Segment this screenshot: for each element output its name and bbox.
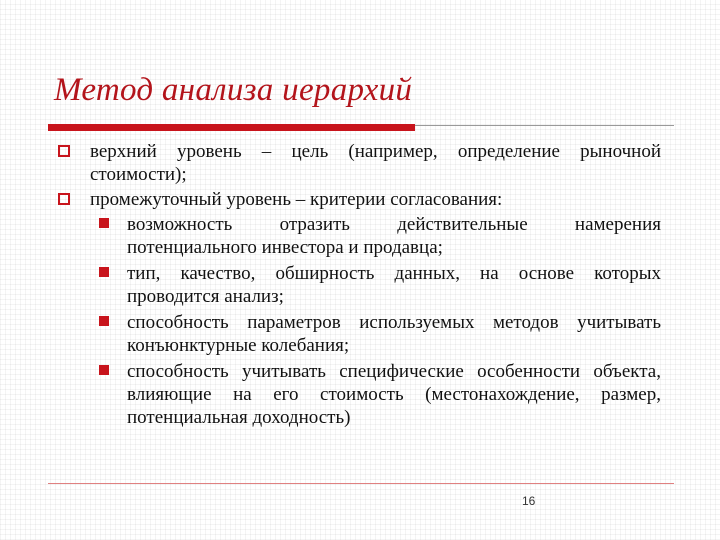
list-item-text: возможность отразить действительные намерения потенциального инвестора и продавца; bbox=[127, 214, 661, 258]
list-item-criterion bbox=[127, 262, 661, 308]
list-item-intermediate-level bbox=[90, 188, 661, 211]
list-item-top-level bbox=[90, 140, 661, 186]
list-item-criterion bbox=[127, 360, 661, 429]
filled-square-bullet-icon bbox=[99, 218, 109, 228]
filled-square-bullet-icon bbox=[99, 316, 109, 326]
list-item-criterion bbox=[127, 213, 661, 259]
list-item-text: тип, качество, обширность данных, на основе которых проводится анализ; bbox=[127, 263, 661, 307]
hollow-square-bullet-icon bbox=[58, 145, 70, 157]
list-item-text: способность параметров используемых методов учитывать конъюнктурные колебания; bbox=[127, 312, 661, 356]
slide-title: Метод анализа иерархий bbox=[54, 72, 413, 108]
filled-square-bullet-icon bbox=[99, 267, 109, 277]
hollow-square-bullet-icon bbox=[58, 193, 70, 205]
filled-square-bullet-icon bbox=[99, 365, 109, 375]
list-item-criterion bbox=[127, 311, 661, 357]
page-number: 16 bbox=[522, 494, 536, 508]
list-item-text: верхний уровень – цель (например, определение рыночной стоимости); bbox=[90, 141, 661, 185]
footer-divider-line bbox=[48, 483, 674, 484]
list-item-text: промежуточный уровень – критерии согласования: bbox=[90, 189, 503, 210]
bullet-list bbox=[0, 140, 720, 432]
title-accent-bar bbox=[48, 124, 415, 131]
list-item-text: способность учитывать специфические особенности объекта, влияющие на его стоимость (местонахождение, размер, потенциальная доходность) bbox=[127, 361, 661, 428]
